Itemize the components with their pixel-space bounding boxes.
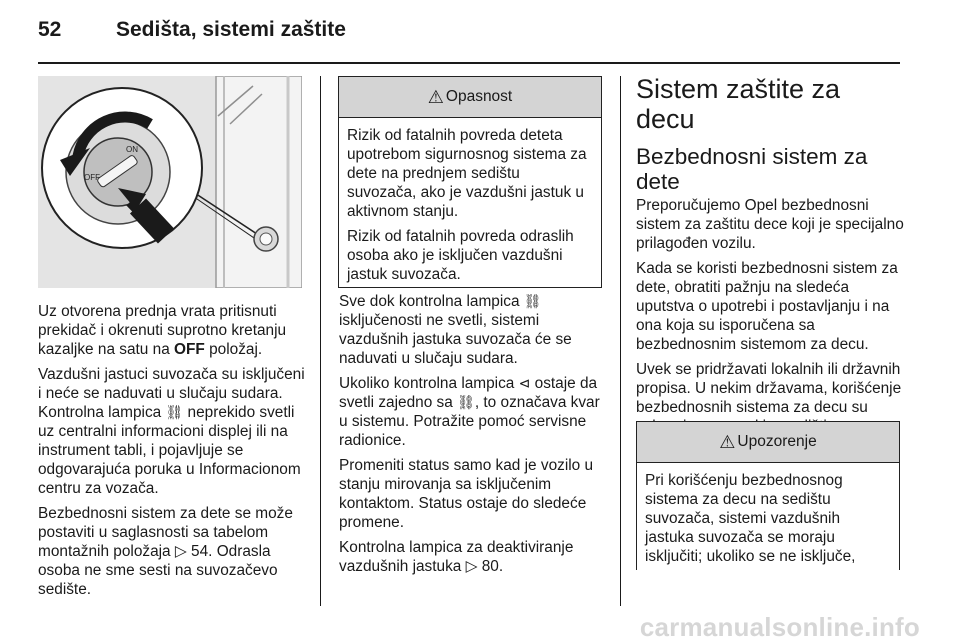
caution-title: Upozorenje xyxy=(737,433,817,450)
danger-paragraph-2: Rizik od fatalnih povreda odraslih osoba ako je isključen vazdušni jastuk suvozača. xyxy=(347,228,574,283)
page-title: Sedišta, sistemi zaštite xyxy=(116,18,346,41)
airbag-switch-figure xyxy=(38,76,302,288)
seatbelt-icon: ⛓ xyxy=(457,394,475,410)
left-column xyxy=(38,302,306,605)
left-paragraph-2: Vazdušni jastuci suvozača su isključeni i neće se naduvati u slučaju sudara. Kontrolna lampica ⛓ neprekido svetli uz centralni informacioni displej ili na instrument tabli, i pojavljuje se odgovarajuća poruka u Informacionom centru za vozača. xyxy=(38,366,305,497)
caution-paragraph-1: Pri korišćenju bezbednosnog sistema za decu na sedištu suvozača, sistemi vazdušnih jastuka suvozača se moraju isključiti; ukoliko se ne isključe, xyxy=(645,472,856,565)
left-paragraph-1: Uz otvorena prednja vrata pritisnuti prekidač i okrenuti suprotno kretanju kazaljke na satu na OFF položaj. xyxy=(38,303,287,358)
header-rule xyxy=(38,62,900,64)
airbag-off-icon: ⛓ xyxy=(165,404,184,420)
arrow-ref-icon: ▷ xyxy=(174,543,187,560)
airbag-off-icon: ⛓ xyxy=(523,293,542,309)
right-paragraph-1: Preporučujemo Opel bezbednosni sistem za zaštitu dece koji je specijalno prilagođen vozilu. xyxy=(636,197,904,252)
middle-column xyxy=(339,292,609,582)
right-column xyxy=(636,74,906,442)
danger-box xyxy=(338,76,602,288)
right-paragraph-3: Uvek se pridržavati lokalnih ili državnih propisa. U nekim državama, korišćenje bezbednosnih sistema za decu su xyxy=(636,361,902,416)
caution-title-bar xyxy=(637,422,899,463)
danger-paragraph-1: Rizik od fatalnih povreda deteta upotrebom sigurnosnog sistema za dete na prednjem sedištu suvozača, ako je vazdušni jastuk u aktivnom stanju. xyxy=(347,127,587,220)
caution-box xyxy=(636,421,900,570)
middle-paragraph-4: Kontrolna lampica za deaktiviranje vazdušnih jastuka ▷ 80. xyxy=(339,539,574,575)
warning-triangle-icon: ⚠ xyxy=(719,431,736,452)
switch-off-label: OFF xyxy=(84,173,100,182)
middle-paragraph-2: Ukoliko kontrolna lampica ⊲ ostaje da svetli zajedno sa ⛓, to označava kvar u sistemu. Potražite pomoć servisne radionice. xyxy=(339,375,600,449)
column-divider-1 xyxy=(320,76,321,606)
right-paragraph-2: Kada se koristi bezbednosni sistem za dete, obratiti pažnju na sledeća uputstva o upotrebi i postavljanju i na ona koja su isporučena sa bezbednosnim sistemom za decu. xyxy=(636,260,898,353)
page-number: 52 xyxy=(38,18,62,41)
middle-paragraph-1: Sve dok kontrolna lampica ⛓ isključenosti ne svetli, sistemi vazdušnih jastuka suvozača će se naduvati u slučaju sudara. xyxy=(339,293,572,367)
warning-triangle-icon: ⚠ xyxy=(427,86,444,107)
middle-paragraph-3: Promeniti status samo kad je vozilo u stanju mirovanja sa isključenim kontaktom. Status ostaje do sledeće promene. xyxy=(339,457,594,531)
airbag-switch-illustration xyxy=(38,76,302,288)
airbag-icon: ⊲ xyxy=(518,375,531,391)
subsection-heading: Bezbednosni sistem za dete xyxy=(636,144,868,194)
switch-on-label: ON xyxy=(126,145,138,154)
left-paragraph-3: Bezbednosni sistem za dete se može postaviti u saglasnosti sa tabelom montažnih položaja ▷ 54. Odrasla osoba ne sme sesti na suvozačevo sedište. xyxy=(38,505,293,598)
column-divider-2 xyxy=(620,76,621,606)
danger-title: Opasnost xyxy=(445,88,513,105)
watermark: carmanualsonline.info xyxy=(639,612,920,642)
section-heading: Sistem zaštite za decu xyxy=(636,74,841,134)
arrow-ref-icon: ▷ xyxy=(465,558,478,575)
danger-title-bar xyxy=(339,77,601,118)
